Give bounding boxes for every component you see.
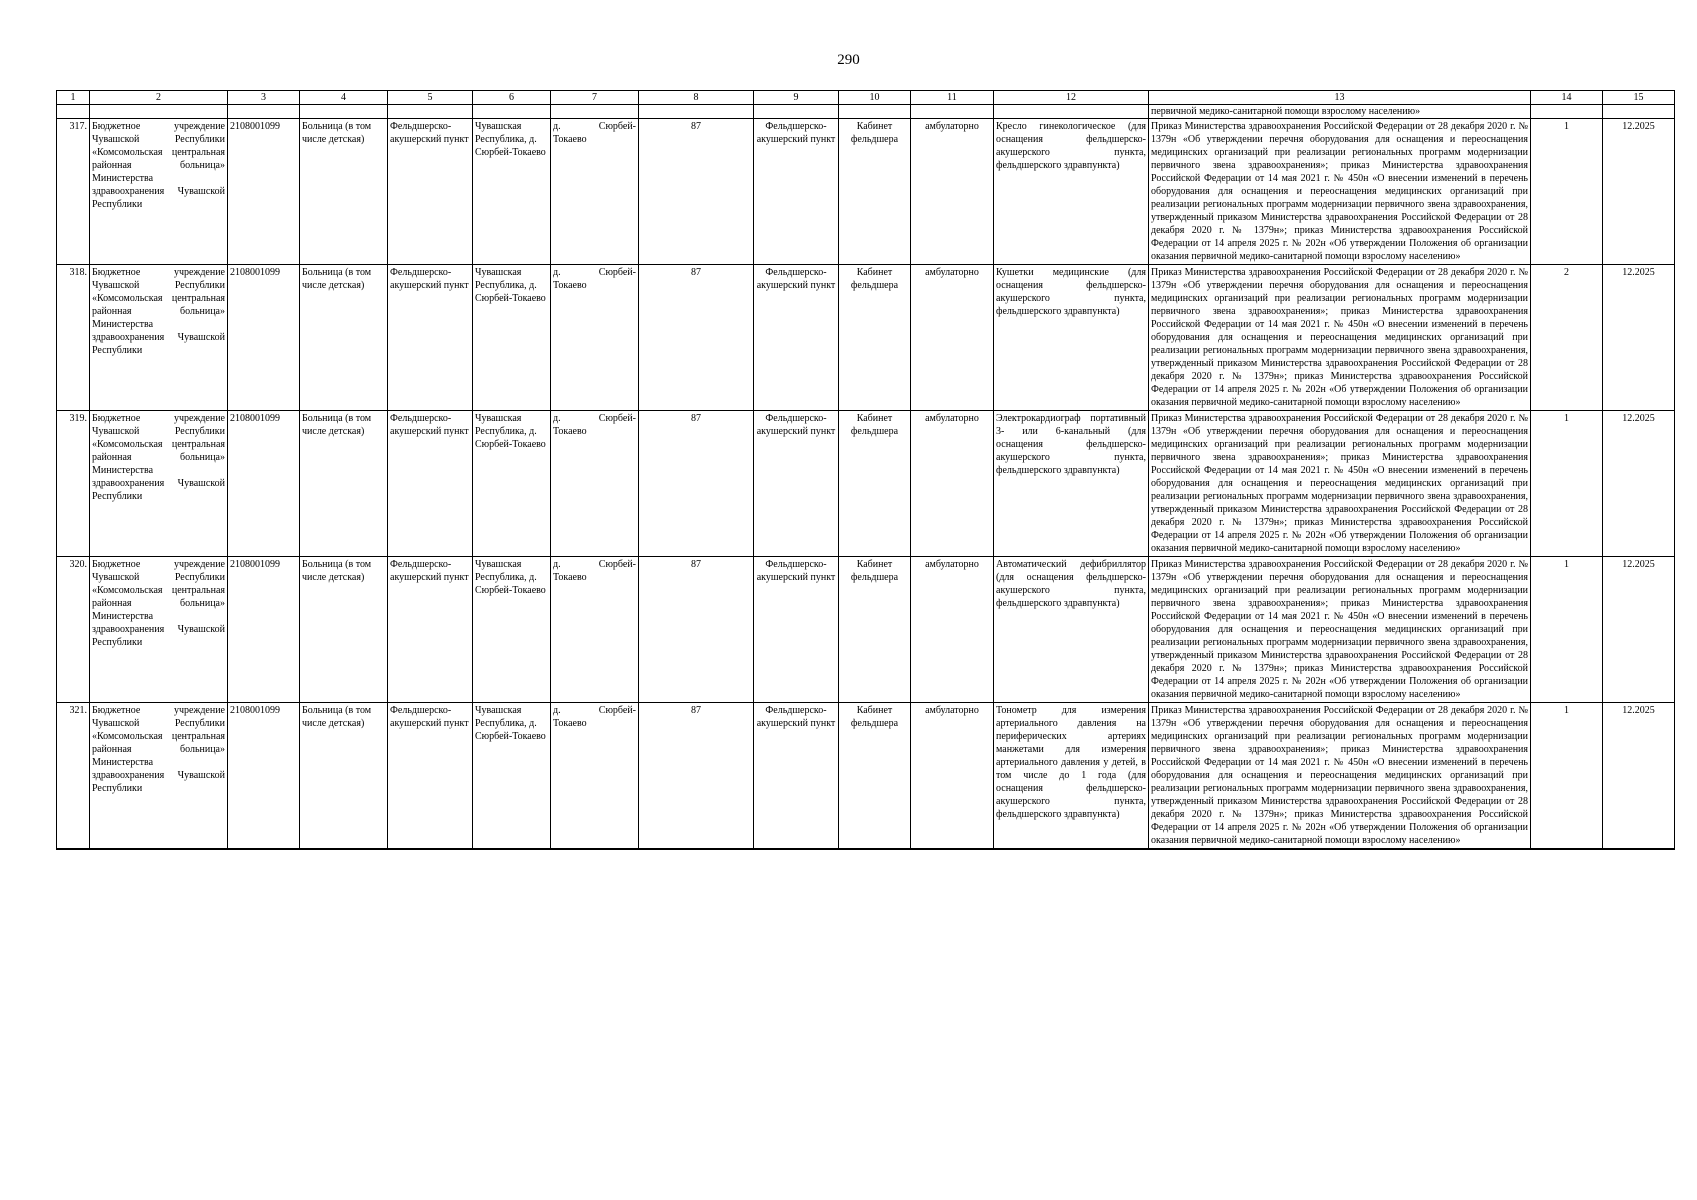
deadline: 12.2025 [1603, 557, 1675, 703]
facility-type: Больница (в том числе детская) [300, 119, 388, 265]
locality-part: Сюрбей- [598, 413, 636, 424]
locality-part: Сюрбей- [598, 559, 636, 570]
locality-rest: Токаево [553, 134, 587, 145]
deadline: 12.2025 [1603, 411, 1675, 557]
legal-basis: Приказ Министерства здравоохранения Российской Федерации от 28 декабря 2020 г. № 1379н «Об утверждении перечня оборудования для оснащения и переоснащения медицинских организаций при реализации региональных программ модернизации первичного звена здравоохранения»; приказ Министерства здравоохранения Российской Федерации от 14 мая 2021 г. № 450н «О внесении изменений в перечень оборудования для оснащения и переоснащения медицинских организаций при реализации региональных программ модернизации первичного звена здравоохранения, утвержденный приказом Министерства здравоохранения Российской Федерации от 28 декабря 2020 г. № 1379н»; приказ Министерства здравоохранения Российской Федерации от 14 апреля 2025 г. № 202н «Об утверждении Положения об организации оказания первичной медико-санитарной помощи взрослому населению» [1149, 265, 1531, 411]
unit-name: Фельдшерско-акушерский пункт [388, 703, 473, 850]
column-header: 2 [90, 91, 228, 105]
facility-type: Больница (в том числе детская) [300, 703, 388, 850]
department: Фельдшерско-акушерский пункт [754, 703, 839, 850]
code: 87 [639, 557, 754, 703]
equipment-name: Электрокардиограф портативный 3- или 6-канальный (для оснащения фельдшерско-акушерского пункта, фельдшерского здравпункта) [994, 411, 1149, 557]
inn: 2108001099 [228, 703, 300, 850]
locality-prefix: д. [553, 413, 561, 424]
table-row [57, 119, 1675, 265]
quantity: 1 [1531, 119, 1603, 265]
region: Чувашская Республика, д. Сюрбей-Токаево [473, 411, 551, 557]
quantity: 1 [1531, 557, 1603, 703]
room: Кабинет фельдшера [839, 411, 911, 557]
region: Чувашская Республика, д. Сюрбей-Токаево [473, 703, 551, 850]
equipment-name: Кресло гинекологическое (для оснащения фельдшерско-акушерского пункта, фельдшерского здравпункта) [994, 119, 1149, 265]
locality-rest: Токаево [553, 280, 587, 291]
room: Кабинет фельдшера [839, 703, 911, 850]
column-header: 5 [388, 91, 473, 105]
column-header: 11 [911, 91, 994, 105]
inn: 2108001099 [228, 557, 300, 703]
row-number: 319. [57, 411, 90, 557]
inn: 2108001099 [228, 265, 300, 411]
row-number: 318. [57, 265, 90, 411]
register-table [56, 90, 1675, 850]
locality-prefix: д. [553, 705, 561, 716]
locality-prefix: д. [553, 559, 561, 570]
deadline: 12.2025 [1603, 119, 1675, 265]
column-header: 12 [994, 91, 1149, 105]
column-header: 6 [473, 91, 551, 105]
equipment-name: Автоматический дефибриллятор (для оснащения фельдшерско-акушерского пункта, фельдшерского здравпункта) [994, 557, 1149, 703]
locality-rest: Токаево [553, 718, 587, 729]
locality-prefix: д. [553, 121, 561, 132]
quantity: 1 [1531, 411, 1603, 557]
region: Чувашская Республика, д. Сюрбей-Токаево [473, 119, 551, 265]
unit-name: Фельдшерско-акушерский пункт [388, 557, 473, 703]
legal-basis: Приказ Министерства здравоохранения Российской Федерации от 28 декабря 2020 г. № 1379н «Об утверждении перечня оборудования для оснащения и переоснащения медицинских организаций при реализации региональных программ модернизации первичного звена здравоохранения»; приказ Министерства здравоохранения Российской Федерации от 14 мая 2021 г. № 450н «О внесении изменений в перечень оборудования для оснащения и переоснащения медицинских организаций при реализации региональных программ модернизации первичного звена здравоохранения, утвержденный приказом Министерства здравоохранения Российской Федерации от 28 декабря 2020 г. № 1379н»; приказ Министерства здравоохранения Российской Федерации от 14 апреля 2025 г. № 202н «Об утверждении Положения об организации оказания первичной медико-санитарной помощи взрослому населению» [1149, 703, 1531, 850]
table-row [57, 703, 1675, 850]
table-row [57, 265, 1675, 411]
locality [551, 411, 639, 557]
department: Фельдшерско-акушерский пункт [754, 119, 839, 265]
inn: 2108001099 [228, 411, 300, 557]
equipment-name: Кушетки медицинские (для оснащения фельдшерско-акушерского пункта, фельдшерского здравпункта) [994, 265, 1149, 411]
page-number: 290 [837, 52, 860, 68]
row-number: 321. [57, 703, 90, 850]
column-header: 8 [639, 91, 754, 105]
region: Чувашская Республика, д. Сюрбей-Токаево [473, 265, 551, 411]
locality-rest: Токаево [553, 426, 587, 437]
row-number: 317. [57, 119, 90, 265]
column-header: 13 [1149, 91, 1531, 105]
care-mode: амбулаторно [911, 265, 994, 411]
locality-prefix: д. [553, 267, 561, 278]
column-header: 3 [228, 91, 300, 105]
code: 87 [639, 119, 754, 265]
unit-name: Фельдшерско-акушерский пункт [388, 265, 473, 411]
code: 87 [639, 703, 754, 850]
room: Кабинет фельдшера [839, 557, 911, 703]
equipment-name: Тонометр для измерения артериального давления на периферических артериях манжетами для измерения артериального давления у детей, в том числе до 1 года (для оснащения фельдшерско-акушерского пункта, фельдшерского здравпункта) [994, 703, 1149, 850]
locality [551, 557, 639, 703]
department: Фельдшерско-акушерский пункт [754, 557, 839, 703]
deadline: 12.2025 [1603, 703, 1675, 850]
department: Фельдшерско-акушерский пункт [754, 411, 839, 557]
facility-type: Больница (в том числе детская) [300, 265, 388, 411]
room: Кабинет фельдшера [839, 119, 911, 265]
locality [551, 703, 639, 850]
deadline: 12.2025 [1603, 265, 1675, 411]
column-header: 4 [300, 91, 388, 105]
facility-type: Больница (в том числе детская) [300, 557, 388, 703]
legal-basis: Приказ Министерства здравоохранения Российской Федерации от 28 декабря 2020 г. № 1379н «Об утверждении перечня оборудования для оснащения и переоснащения медицинских организаций при реализации региональных программ модернизации первичного звена здравоохранения»; приказ Министерства здравоохранения Российской Федерации от 14 мая 2021 г. № 450н «О внесении изменений в перечень оборудования для оснащения и переоснащения медицинских организаций при реализации региональных программ модернизации первичного звена здравоохранения, утвержденный приказом Министерства здравоохранения Российской Федерации от 28 декабря 2020 г. № 1379н»; приказ Министерства здравоохранения Российской Федерации от 14 апреля 2025 г. № 202н «Об утверждении Положения об организации оказания первичной медико-санитарной помощи взрослому населению» [1149, 557, 1531, 703]
quantity: 1 [1531, 703, 1603, 850]
care-mode: амбулаторно [911, 557, 994, 703]
table-row [57, 411, 1675, 557]
locality-rest: Токаево [553, 572, 587, 583]
column-header: 14 [1531, 91, 1603, 105]
quantity: 2 [1531, 265, 1603, 411]
locality-part: Сюрбей- [598, 705, 636, 716]
unit-name: Фельдшерско-акушерский пункт [388, 119, 473, 265]
locality [551, 265, 639, 411]
organization-name: Бюджетное учреждение Чувашской Республики «Комсомольская центральная районная больница» Министерства здравоохранения Чувашской Республики [90, 265, 228, 411]
continuation-text: первичной медико-санитарной помощи взрослому населению» [1149, 105, 1531, 119]
facility-type: Больница (в том числе детская) [300, 411, 388, 557]
column-header: 7 [551, 91, 639, 105]
room: Кабинет фельдшера [839, 265, 911, 411]
department: Фельдшерско-акушерский пункт [754, 265, 839, 411]
table-row [57, 557, 1675, 703]
care-mode: амбулаторно [911, 411, 994, 557]
locality [551, 119, 639, 265]
code: 87 [639, 265, 754, 411]
row-number: 320. [57, 557, 90, 703]
code: 87 [639, 411, 754, 557]
organization-name: Бюджетное учреждение Чувашской Республики «Комсомольская центральная районная больница» Министерства здравоохранения Чувашской Республики [90, 411, 228, 557]
locality-part: Сюрбей- [598, 121, 636, 132]
column-header: 9 [754, 91, 839, 105]
organization-name: Бюджетное учреждение Чувашской Республики «Комсомольская центральная районная больница» Министерства здравоохранения Чувашской Республики [90, 557, 228, 703]
column-header: 15 [1603, 91, 1675, 105]
column-header: 1 [57, 91, 90, 105]
column-header: 10 [839, 91, 911, 105]
care-mode: амбулаторно [911, 703, 994, 850]
continuation-row [57, 105, 1675, 119]
organization-name: Бюджетное учреждение Чувашской Республики «Комсомольская центральная районная больница» Министерства здравоохранения Чувашской Республики [90, 703, 228, 850]
unit-name: Фельдшерско-акушерский пункт [388, 411, 473, 557]
locality-part: Сюрбей- [598, 267, 636, 278]
legal-basis: Приказ Министерства здравоохранения Российской Федерации от 28 декабря 2020 г. № 1379н «Об утверждении перечня оборудования для оснащения и переоснащения медицинских организаций при реализации региональных программ модернизации первичного звена здравоохранения»; приказ Министерства здравоохранения Российской Федерации от 14 мая 2021 г. № 450н «О внесении изменений в перечень оборудования для оснащения и переоснащения медицинских организаций при реализации региональных программ модернизации первичного звена здравоохранения, утвержденный приказом Министерства здравоохранения Российской Федерации от 28 декабря 2020 г. № 1379н»; приказ Министерства здравоохранения Российской Федерации от 14 апреля 2025 г. № 202н «Об утверждении Положения об организации оказания первичной медико-санитарной помощи взрослому населению» [1149, 411, 1531, 557]
region: Чувашская Республика, д. Сюрбей-Токаево [473, 557, 551, 703]
organization-name: Бюджетное учреждение Чувашской Республики «Комсомольская центральная районная больница» Министерства здравоохранения Чувашской Республики [90, 119, 228, 265]
care-mode: амбулаторно [911, 119, 994, 265]
header-row [57, 91, 1675, 105]
legal-basis: Приказ Министерства здравоохранения Российской Федерации от 28 декабря 2020 г. № 1379н «Об утверждении перечня оборудования для оснащения и переоснащения медицинских организаций при реализации региональных программ модернизации первичного звена здравоохранения»; приказ Министерства здравоохранения Российской Федерации от 14 мая 2021 г. № 450н «О внесении изменений в перечень оборудования для оснащения и переоснащения медицинских организаций при реализации региональных программ модернизации первичного звена здравоохранения, утвержденный приказом Министерства здравоохранения Российской Федерации от 28 декабря 2020 г. № 1379н»; приказ Министерства здравоохранения Российской Федерации от 14 апреля 2025 г. № 202н «Об утверждении Положения об организации оказания первичной медико-санитарной помощи взрослому населению» [1149, 119, 1531, 265]
inn: 2108001099 [228, 119, 300, 265]
